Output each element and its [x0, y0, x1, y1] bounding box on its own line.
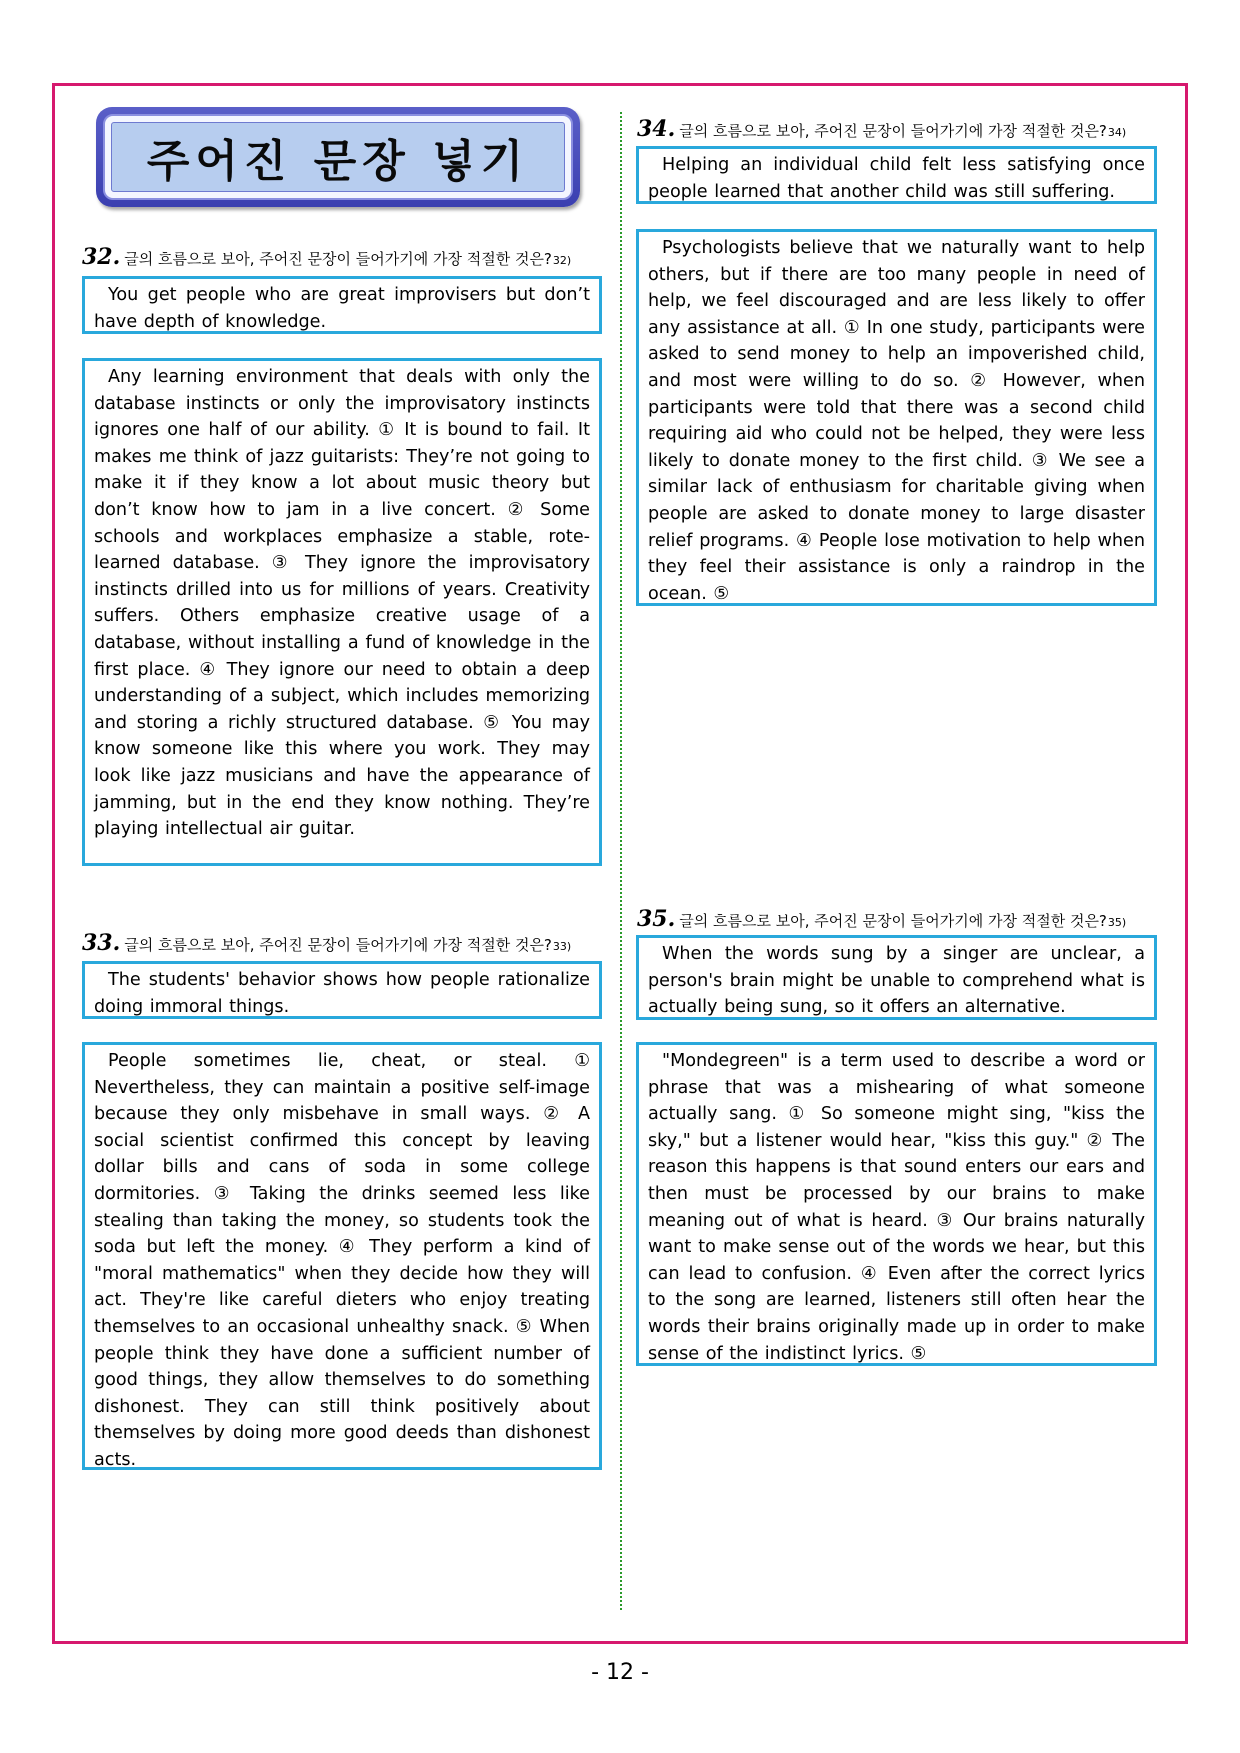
given-sentence: When the words sung by a singer are unclear, a person's brain might be unable to comprehend what is actually being sung, so it offers an alternative. — [648, 944, 1145, 1018]
question-prompt: 글의 흐름으로 보아, 주어진 문장이 들어가기에 가장 적절한 것은? — [679, 912, 1107, 930]
passage-box-34 — [636, 229, 1157, 606]
given-sentence-box-33 — [82, 961, 602, 1019]
question-number: 33. — [82, 930, 121, 956]
section-banner — [96, 107, 580, 207]
given-sentence-box-35 — [636, 935, 1157, 1020]
given-sentence: You get people who are great improvisers but don’t have depth of knowledge. — [94, 285, 590, 332]
passage-box-35 — [636, 1042, 1157, 1366]
passage-text: People sometimes lie, cheat, or steal. ① Nevertheless, they can maintain a positive self-image because they only misbehave in small ways. ② A social scientist confirmed this concept by leaving dollar bills and cans of soda in some college dormitories. ③ Taking the drinks seemed less like stealing than taking the money, so students took the soda but left the money. ④ They perform a kind of "moral mathematics" when they decide how they will act. They're like careful dieters who enjoy treating themselves to an occasional unhealthy snack. ⑤ When people think they have done a sufficient number of good things, they allow themselves to do something dishonest. They can still think positively about themselves by doing more good deeds than dishonest acts. — [94, 1051, 590, 1470]
passage-box-32 — [82, 358, 602, 866]
passage-text: Psychologists believe that we naturally want to help others, but if there are too many people in need of help, we feel discouraged and are less likely to offer any assistance at all. ① In one study, participants were asked to send money to help an impoverished child, and most were willing to do so. ② However, when participants were told that there was a second child requiring aid who could not be helped, they were less likely to donate money to the first child. ③ We see a similar lack of enthusiasm for charitable giving when people are asked to donate money to large disaster relief programs. ④ People lose motivation to help when they feel their assistance is only a raindrop in the ocean. ⑤ — [648, 238, 1145, 604]
footnote-ref: 33) — [552, 940, 572, 953]
given-sentence-box-32 — [82, 276, 602, 334]
question-prompt: 글의 흐름으로 보아, 주어진 문장이 들어가기에 가장 적절한 것은? — [124, 250, 552, 268]
footnote-ref: 32) — [552, 254, 572, 267]
given-sentence: The students' behavior shows how people rationalize doing immoral things. — [94, 970, 590, 1017]
question-34-header — [637, 116, 1126, 142]
footnote-ref: 34) — [1107, 126, 1127, 139]
section-title: 주어진 문장 넣기 — [111, 122, 565, 192]
passage-box-33 — [82, 1042, 602, 1470]
question-prompt: 글의 흐름으로 보아, 주어진 문장이 들어가기에 가장 적절한 것은? — [679, 122, 1107, 140]
question-prompt: 글의 흐름으로 보아, 주어진 문장이 들어가기에 가장 적절한 것은? — [124, 936, 552, 954]
question-number: 34. — [637, 116, 676, 142]
passage-text: Any learning environment that deals with only the database instincts or only the improvisatory instincts ignores one half of our ability. ① It is bound to fail. It makes me think of jazz guitarists: They’re not going to make it if they know a lot about music theory but don’t know how to jam in a live concert. ② Some schools and workplaces emphasize a stable, rote-learned database. ③ They ignore the improvisatory instincts drilled into us for millions of years. Creativity suffers. Others emphasize creative usage of a database, without installing a fund of knowledge in the first place. ④ They ignore our need to obtain a deep understanding of a subject, which includes memorizing and storing a richly structured database. ⑤ You may know someone like this where you work. They may look like jazz musicians and have the appearance of jamming, but in the end they know nothing. They’re playing intellectual air guitar. — [94, 367, 590, 840]
footnote-ref: 35) — [1107, 916, 1127, 929]
question-35-header — [637, 906, 1126, 932]
column-divider — [620, 112, 622, 1610]
passage-text: "Mondegreen" is a term used to describe a word or phrase that was a mishearing of what someone actually sang. ① So someone might sing, "kiss the sky," but a listener would hear, "kiss this guy." ② The reason this happens is that sound enters our ears and then must be processed by our brains to make meaning out of what is heard. ③ Our brains naturally want to make sense out of the words we hear, but this can lead to confusion. ④ Even after the correct lyrics to the song are learned, listeners still often hear the words their brains originally made up in order to make sense of the indistinct lyrics. ⑤ — [648, 1051, 1145, 1364]
given-sentence-box-34 — [636, 146, 1157, 204]
question-number: 32. — [82, 244, 121, 270]
question-number: 35. — [637, 906, 676, 932]
given-sentence: Helping an individual child felt less satisfying once people learned that another child was still suffering. — [648, 155, 1145, 202]
page-number: - 12 - — [591, 1660, 649, 1685]
question-33-header — [82, 930, 571, 956]
question-32-header — [82, 244, 571, 270]
